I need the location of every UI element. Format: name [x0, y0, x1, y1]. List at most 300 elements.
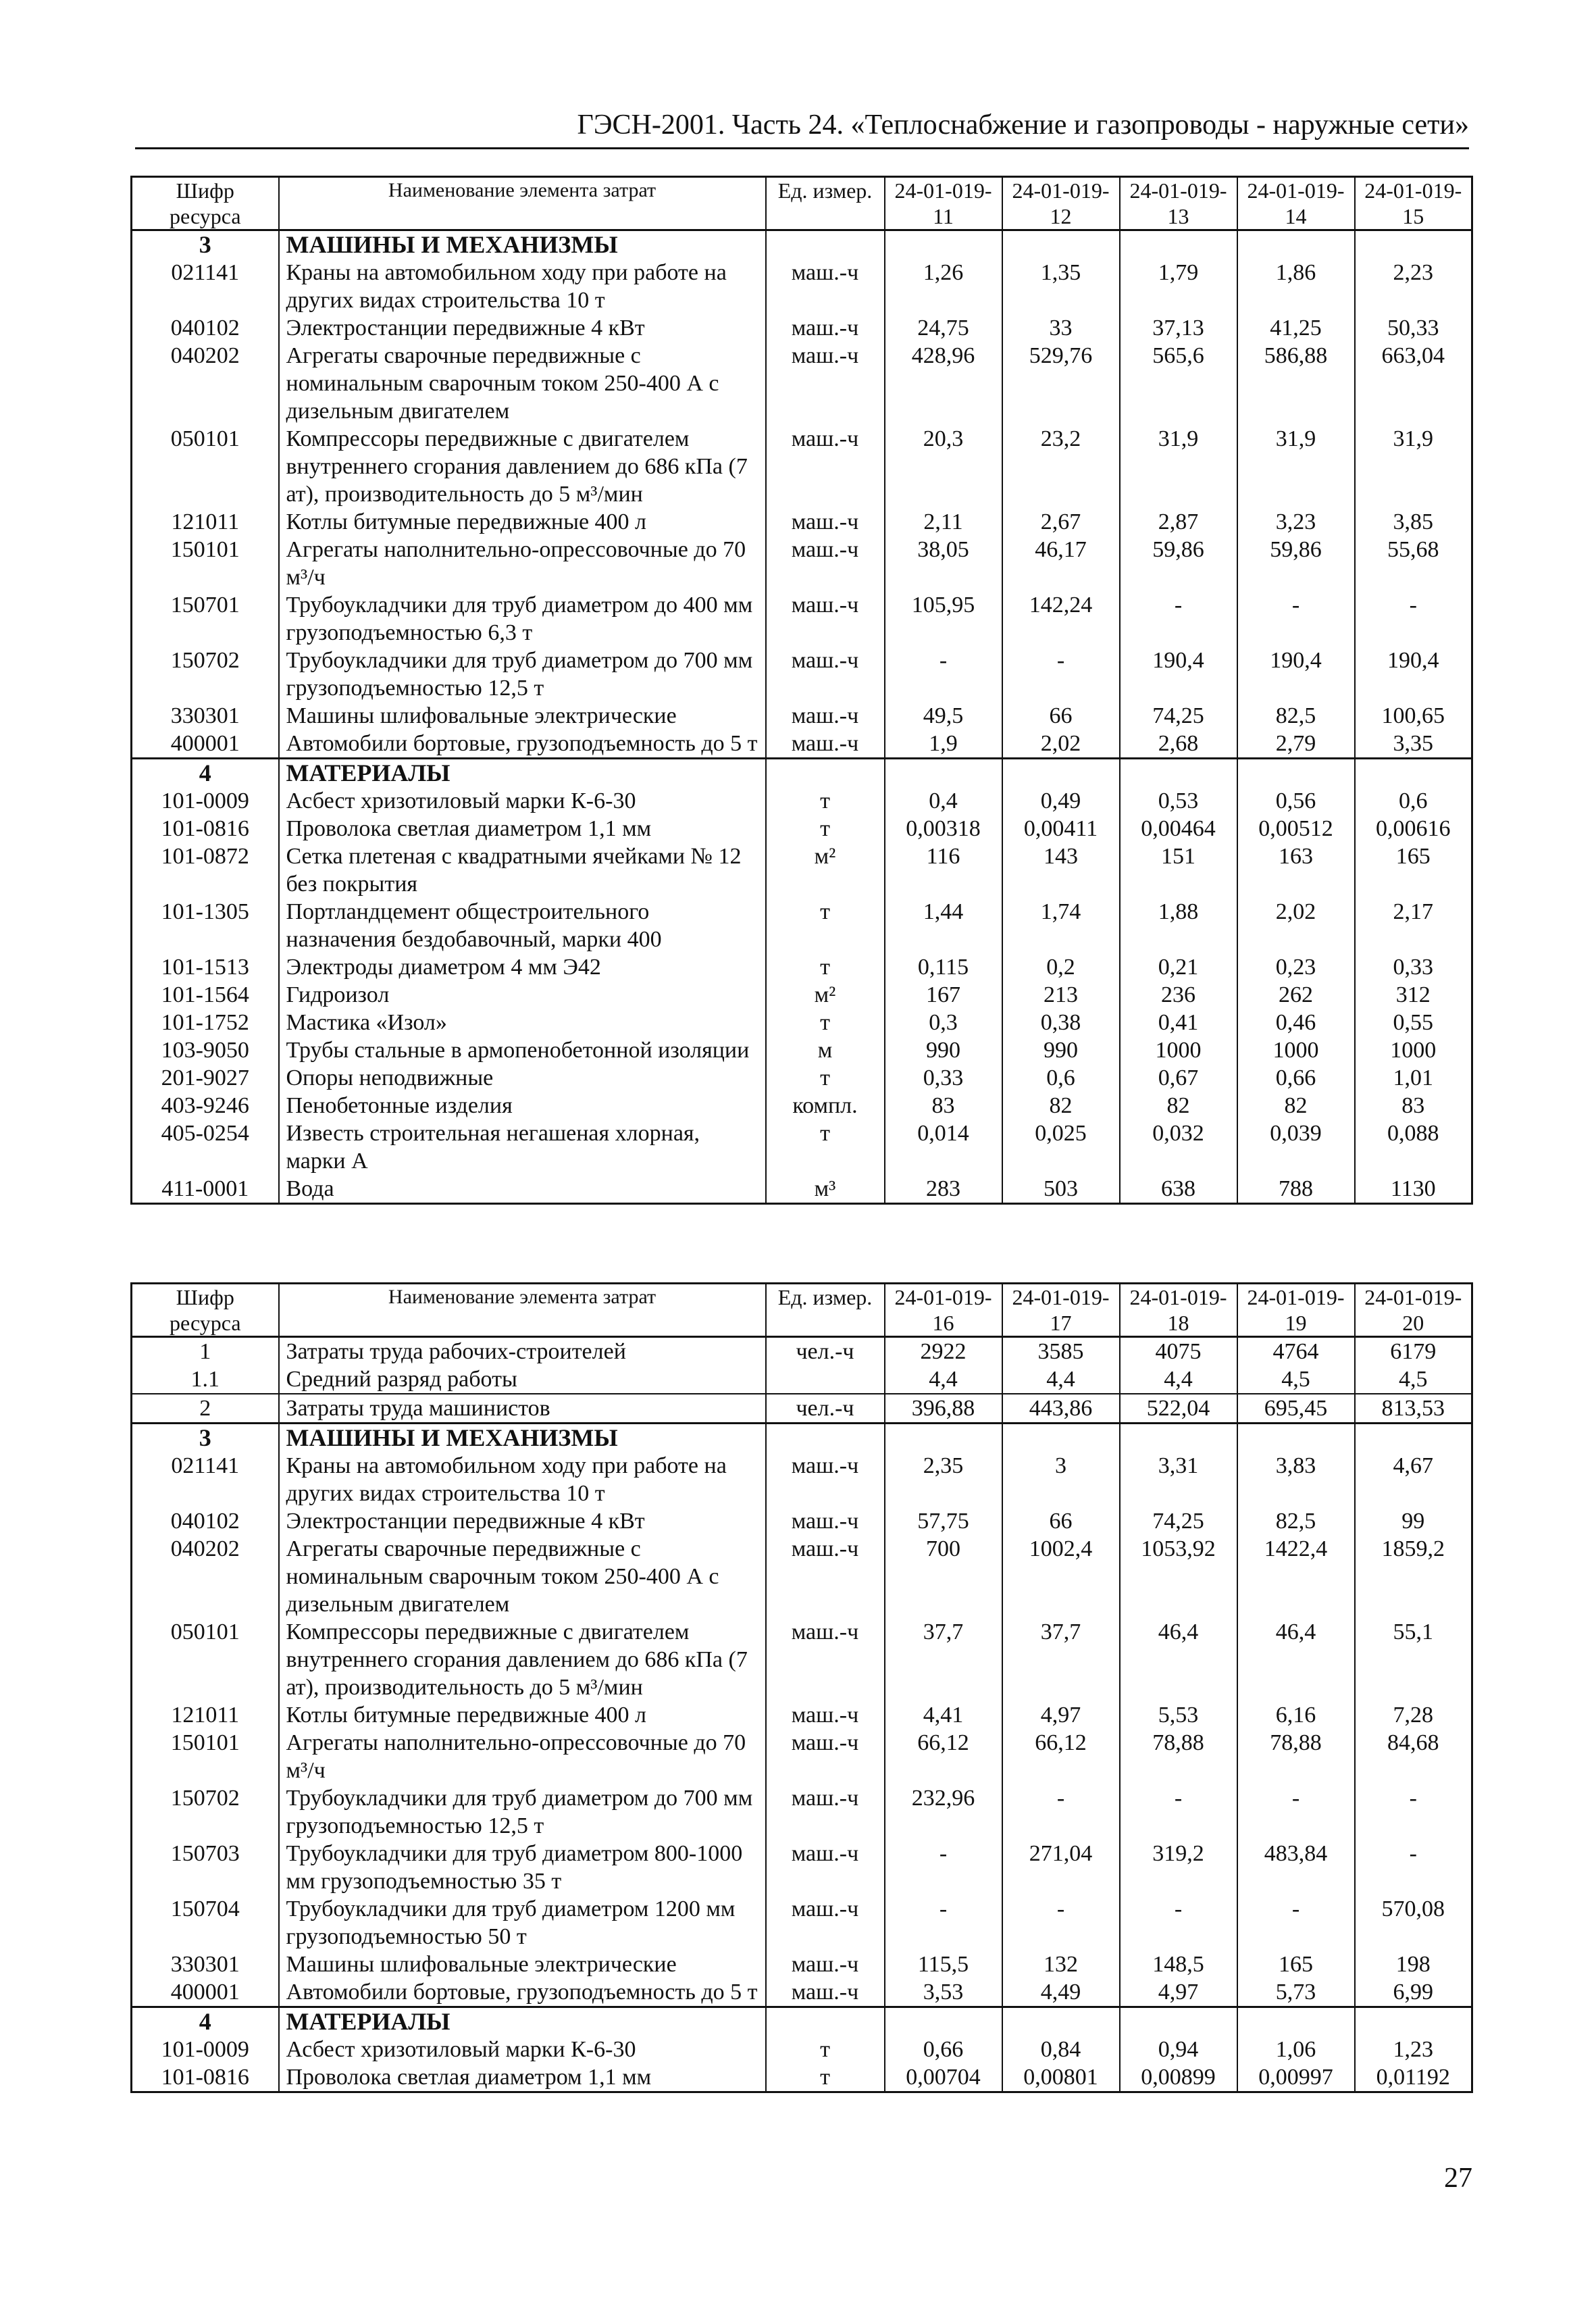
- norm-value: 82,5: [1237, 702, 1355, 730]
- norm-value: 2,23: [1355, 259, 1472, 314]
- norm-value: [1002, 759, 1120, 788]
- cost-element-name: Агрегаты наполнительно-опрессовочные до 70 м³/ч: [279, 536, 766, 591]
- norm-value: 0,53: [1120, 787, 1237, 815]
- norm-value: 4764: [1237, 1337, 1355, 1366]
- norm-value: 262: [1237, 981, 1355, 1009]
- table-row: [132, 898, 1472, 953]
- norm-value: 232,96: [885, 1784, 1002, 1840]
- norm-value: 49,5: [885, 702, 1002, 730]
- resource-code: 150101: [132, 536, 279, 591]
- cost-element-name: МАТЕРИАЛЫ: [279, 2007, 766, 2036]
- cost-element-name: Автомобили бортовые, грузоподъемность до 5 т: [279, 730, 766, 759]
- norm-value: 0,00464: [1120, 815, 1237, 842]
- resource-code: 4: [132, 2007, 279, 2036]
- resource-code: 1: [132, 1337, 279, 1366]
- norm-value: 7,28: [1355, 1701, 1472, 1729]
- table-row: [132, 1840, 1472, 1895]
- unit-of-measure: т: [766, 1009, 885, 1036]
- norm-value: [885, 2007, 1002, 2036]
- section-row: [132, 759, 1472, 788]
- norm-value: 165: [1237, 1951, 1355, 1978]
- page-header-title: ГЭСН-2001. Часть 24. «Теплоснабжение и газопроводы - наружные сети»: [577, 109, 1469, 141]
- norm-value: 4,4: [1002, 1365, 1120, 1394]
- cost-element-name: Автомобили бортовые, грузоподъемность до 5 т: [279, 1978, 766, 2007]
- table-row: [132, 1009, 1472, 1036]
- cost-element-name: Трубоукладчики для труб диаметром 800-1000 мм грузоподъемностью 35 т: [279, 1840, 766, 1895]
- norm-value: 0,33: [1355, 953, 1472, 981]
- unit-of-measure: маш.-ч: [766, 1895, 885, 1951]
- unit-of-measure: маш.-ч: [766, 647, 885, 702]
- resource-code: 330301: [132, 1951, 279, 1978]
- cost-element-name: МАТЕРИАЛЫ: [279, 759, 766, 788]
- column-header-norm: 24-01-019-18: [1120, 1284, 1237, 1337]
- cost-element-name: Краны на автомобильном ходу при работе на других видах строительства 10 т: [279, 259, 766, 314]
- norm-value: -: [1120, 1784, 1237, 1840]
- section-row: [132, 1424, 1472, 1453]
- norm-value: 33: [1002, 314, 1120, 342]
- norm-value: 1000: [1237, 1036, 1355, 1064]
- norm-value: [1120, 759, 1237, 788]
- resource-code: 150702: [132, 647, 279, 702]
- cost-element-name: Сетка плетеная с квадратными ячейками № 12 без покрытия: [279, 842, 766, 898]
- norm-value: 2,11: [885, 508, 1002, 536]
- unit-of-measure: [766, 230, 885, 259]
- resource-code: 101-0816: [132, 2063, 279, 2092]
- norm-value: [1237, 2007, 1355, 2036]
- norm-value: 0,6: [1002, 1064, 1120, 1092]
- unit-of-measure: маш.-ч: [766, 1507, 885, 1535]
- norm-value: 0,84: [1002, 2036, 1120, 2063]
- resource-code: 021141: [132, 1452, 279, 1507]
- norm-value: 5,53: [1120, 1701, 1237, 1729]
- norm-value: 4,67: [1355, 1452, 1472, 1507]
- resource-code: 101-0816: [132, 815, 279, 842]
- resource-code: 411-0001: [132, 1175, 279, 1204]
- table-row: [132, 1951, 1472, 1978]
- norm-value: 0,00616: [1355, 815, 1472, 842]
- norm-value: 0,115: [885, 953, 1002, 981]
- resource-code: 040102: [132, 314, 279, 342]
- norm-value: 115,5: [885, 1951, 1002, 1978]
- norm-value: 3,53: [885, 1978, 1002, 2007]
- norm-value: 428,96: [885, 342, 1002, 425]
- table-row: [132, 1036, 1472, 1064]
- norm-value: 0,088: [1355, 1120, 1472, 1175]
- norm-value: 443,86: [1002, 1394, 1120, 1424]
- table-row: [132, 314, 1472, 342]
- table-row: [132, 1092, 1472, 1120]
- unit-of-measure: компл.: [766, 1092, 885, 1120]
- norm-value: 46,4: [1237, 1618, 1355, 1701]
- norm-value: 6179: [1355, 1337, 1472, 1366]
- norm-value: 2,67: [1002, 508, 1120, 536]
- norm-value: 1,26: [885, 259, 1002, 314]
- section-row: [132, 230, 1472, 259]
- norm-value: 74,25: [1120, 702, 1237, 730]
- norm-value: 78,88: [1120, 1729, 1237, 1784]
- norm-value: -: [885, 1895, 1002, 1951]
- unit-of-measure: м²: [766, 981, 885, 1009]
- table-row: [132, 425, 1472, 508]
- resource-code: 101-1305: [132, 898, 279, 953]
- norm-value: 0,49: [1002, 787, 1120, 815]
- norm-value: 66: [1002, 1507, 1120, 1535]
- norm-value: 4,49: [1002, 1978, 1120, 2007]
- norm-value: 6,99: [1355, 1978, 1472, 2007]
- cost-element-name: Электростанции передвижные 4 кВт: [279, 1507, 766, 1535]
- norm-value: 3,83: [1237, 1452, 1355, 1507]
- unit-of-measure: маш.-ч: [766, 1840, 885, 1895]
- norm-value: 396,88: [885, 1394, 1002, 1424]
- norm-value: 4,97: [1002, 1701, 1120, 1729]
- norm-value: 50,33: [1355, 314, 1472, 342]
- norm-value: 271,04: [1002, 1840, 1120, 1895]
- cost-element-name: Трубоукладчики для труб диаметром 1200 мм грузоподъемностью 50 т: [279, 1895, 766, 1951]
- norm-value: 116: [885, 842, 1002, 898]
- resource-table-2: [130, 1282, 1473, 2093]
- norm-value: 82,5: [1237, 1507, 1355, 1535]
- norm-value: -: [885, 647, 1002, 702]
- table-row: [132, 1895, 1472, 1951]
- column-header-name: Наименование элемента затрат: [279, 177, 766, 230]
- norm-value: 31,9: [1355, 425, 1472, 508]
- unit-of-measure: маш.-ч: [766, 1535, 885, 1618]
- norm-value: 0,00801: [1002, 2063, 1120, 2092]
- cost-element-name: Трубоукладчики для труб диаметром до 700 мм грузоподъемностью 12,5 т: [279, 1784, 766, 1840]
- cost-element-name: Портландцемент общестроительного назначения бездобавочный, марки 400: [279, 898, 766, 953]
- norm-value: 0,4: [885, 787, 1002, 815]
- header-rule: [135, 147, 1469, 149]
- table-header-row: [132, 177, 1472, 230]
- unit-of-measure: маш.-ч: [766, 536, 885, 591]
- norm-value: 2,79: [1237, 730, 1355, 759]
- table-row: [132, 536, 1472, 591]
- norm-value: 37,13: [1120, 314, 1237, 342]
- table-row: [132, 1365, 1472, 1394]
- norm-value: 522,04: [1120, 1394, 1237, 1424]
- norm-value: -: [1355, 1840, 1472, 1895]
- table-row: [132, 1507, 1472, 1535]
- cost-element-name: Агрегаты сварочные передвижные с номинальным сварочным током 250-400 А с дизельным двигателем: [279, 1535, 766, 1618]
- norm-value: 312: [1355, 981, 1472, 1009]
- cost-element-name: Гидроизол: [279, 981, 766, 1009]
- table-row: [132, 787, 1472, 815]
- table-row: [132, 1175, 1472, 1204]
- norm-value: 0,6: [1355, 787, 1472, 815]
- unit-of-measure: маш.-ч: [766, 1784, 885, 1840]
- norm-value: [1002, 1424, 1120, 1453]
- norm-value: 0,014: [885, 1120, 1002, 1175]
- norm-value: 1000: [1355, 1036, 1472, 1064]
- unit-of-measure: [766, 759, 885, 788]
- norm-value: 0,23: [1237, 953, 1355, 981]
- table-row: [132, 1120, 1472, 1175]
- norm-value: 0,66: [1237, 1064, 1355, 1092]
- norm-value: 990: [1002, 1036, 1120, 1064]
- resource-code: 405-0254: [132, 1120, 279, 1175]
- norm-value: 1,86: [1237, 259, 1355, 314]
- norm-value: 483,84: [1237, 1840, 1355, 1895]
- norm-value: 663,04: [1355, 342, 1472, 425]
- norm-value: 59,86: [1120, 536, 1237, 591]
- norm-value: 1,9: [885, 730, 1002, 759]
- norm-value: 55,68: [1355, 536, 1472, 591]
- norm-value: 788: [1237, 1175, 1355, 1204]
- norm-value: [885, 230, 1002, 259]
- norm-value: 83: [885, 1092, 1002, 1120]
- norm-value: 0,00997: [1237, 2063, 1355, 2092]
- norm-value: 55,1: [1355, 1618, 1472, 1701]
- norm-value: 0,41: [1120, 1009, 1237, 1036]
- norm-value: 24,75: [885, 314, 1002, 342]
- unit-of-measure: м²: [766, 842, 885, 898]
- table-row: [132, 1337, 1472, 1366]
- norm-value: 0,66: [885, 2036, 1002, 2063]
- table-row: [132, 1701, 1472, 1729]
- norm-value: -: [1237, 1784, 1355, 1840]
- norm-value: 0,00411: [1002, 815, 1120, 842]
- norm-value: 167: [885, 981, 1002, 1009]
- cost-element-name: Краны на автомобильном ходу при работе на других видах строительства 10 т: [279, 1452, 766, 1507]
- resource-code: 3: [132, 1424, 279, 1453]
- norm-value: [1120, 230, 1237, 259]
- cost-element-name: Агрегаты наполнительно-опрессовочные до 70 м³/ч: [279, 1729, 766, 1784]
- norm-value: -: [1002, 647, 1120, 702]
- cost-element-name: Средний разряд работы: [279, 1365, 766, 1394]
- norm-value: 84,68: [1355, 1729, 1472, 1784]
- norm-value: 586,88: [1237, 342, 1355, 425]
- norm-value: 0,55: [1355, 1009, 1472, 1036]
- norm-value: 82: [1237, 1092, 1355, 1120]
- norm-value: 236: [1120, 981, 1237, 1009]
- unit-of-measure: маш.-ч: [766, 1951, 885, 1978]
- norm-value: 148,5: [1120, 1951, 1237, 1978]
- norm-value: -: [885, 1840, 1002, 1895]
- table-row: [132, 981, 1472, 1009]
- norm-value: 59,86: [1237, 536, 1355, 591]
- norm-value: 38,05: [885, 536, 1002, 591]
- norm-value: 0,00512: [1237, 815, 1355, 842]
- resource-code: 040202: [132, 1535, 279, 1618]
- norm-value: 0,21: [1120, 953, 1237, 981]
- cost-element-name: Трубоукладчики для труб диаметром до 700 мм грузоподъемностью 12,5 т: [279, 647, 766, 702]
- norm-value: 1130: [1355, 1175, 1472, 1204]
- column-header-code: Шифр ресурса: [132, 177, 279, 230]
- norm-value: 99: [1355, 1507, 1472, 1535]
- resource-code: 101-0009: [132, 2036, 279, 2063]
- table-row: [132, 2036, 1472, 2063]
- cost-element-name: МАШИНЫ И МЕХАНИЗМЫ: [279, 230, 766, 259]
- resource-code: 150704: [132, 1895, 279, 1951]
- column-header-norm: 24-01-019-13: [1120, 177, 1237, 230]
- norm-value: 66,12: [885, 1729, 1002, 1784]
- cost-element-name: Котлы битумные передвижные 400 л: [279, 1701, 766, 1729]
- norm-value: 4075: [1120, 1337, 1237, 1366]
- norm-value: 37,7: [885, 1618, 1002, 1701]
- unit-of-measure: маш.-ч: [766, 259, 885, 314]
- resource-code: 3: [132, 230, 279, 259]
- norm-value: [885, 1424, 1002, 1453]
- norm-value: 198: [1355, 1951, 1472, 1978]
- norm-value: 1,01: [1355, 1064, 1472, 1092]
- norm-value: [1237, 759, 1355, 788]
- norm-value: 0,56: [1237, 787, 1355, 815]
- norm-value: 0,3: [885, 1009, 1002, 1036]
- resource-code: 400001: [132, 1978, 279, 2007]
- cost-element-name: Агрегаты сварочные передвижные с номинальным сварочным током 250-400 А с дизельным двигателем: [279, 342, 766, 425]
- norm-value: 2,17: [1355, 898, 1472, 953]
- cost-element-name: МАШИНЫ И МЕХАНИЗМЫ: [279, 1424, 766, 1453]
- norm-value: 4,97: [1120, 1978, 1237, 2007]
- norm-value: 78,88: [1237, 1729, 1355, 1784]
- resource-code: 040202: [132, 342, 279, 425]
- resource-code: 050101: [132, 1618, 279, 1701]
- page-number: 27: [1444, 2163, 1472, 2194]
- norm-value: 1859,2: [1355, 1535, 1472, 1618]
- table-row: [132, 730, 1472, 759]
- table-row: [132, 259, 1472, 314]
- cost-element-name: Трубоукладчики для труб диаметром до 400 мм грузоподъемностью 6,3 т: [279, 591, 766, 647]
- unit-of-measure: чел.-ч: [766, 1337, 885, 1366]
- unit-of-measure: т: [766, 2063, 885, 2092]
- norm-value: 4,4: [1120, 1365, 1237, 1394]
- unit-of-measure: т: [766, 953, 885, 981]
- norm-value: -: [1120, 1895, 1237, 1951]
- table-row: [132, 1784, 1472, 1840]
- norm-value: 2922: [885, 1337, 1002, 1366]
- norm-value: 142,24: [1002, 591, 1120, 647]
- norm-value: 4,5: [1355, 1365, 1472, 1394]
- cost-element-name: Машины шлифовальные электрические: [279, 702, 766, 730]
- unit-of-measure: маш.-ч: [766, 1618, 885, 1701]
- norm-value: 66: [1002, 702, 1120, 730]
- norm-value: [1002, 230, 1120, 259]
- column-header-name: Наименование элемента затрат: [279, 1284, 766, 1337]
- column-header-norm: 24-01-019-14: [1237, 177, 1355, 230]
- cost-element-name: Проволока светлая диаметром 1,1 мм: [279, 2063, 766, 2092]
- norm-value: [1355, 230, 1472, 259]
- unit-of-measure: маш.-ч: [766, 425, 885, 508]
- norm-value: [1355, 2007, 1472, 2036]
- resource-code: 103-9050: [132, 1036, 279, 1064]
- unit-of-measure: т: [766, 2036, 885, 2063]
- column-header-code: Шифр ресурса: [132, 1284, 279, 1337]
- norm-value: [1237, 230, 1355, 259]
- norm-value: 0,67: [1120, 1064, 1237, 1092]
- column-header-norm: 24-01-019-17: [1002, 1284, 1120, 1337]
- norm-value: 2,02: [1237, 898, 1355, 953]
- norm-value: 143: [1002, 842, 1120, 898]
- resource-code: 403-9246: [132, 1092, 279, 1120]
- resource-code: 121011: [132, 508, 279, 536]
- norm-value: 0,039: [1237, 1120, 1355, 1175]
- norm-value: 2,02: [1002, 730, 1120, 759]
- unit-of-measure: маш.-ч: [766, 342, 885, 425]
- resource-code: 101-0009: [132, 787, 279, 815]
- norm-value: 23,2: [1002, 425, 1120, 508]
- norm-value: 3,85: [1355, 508, 1472, 536]
- unit-of-measure: маш.-ч: [766, 1452, 885, 1507]
- column-header-norm: 24-01-019-11: [885, 177, 1002, 230]
- cost-element-name: Пенобетонные изделия: [279, 1092, 766, 1120]
- norm-value: 20,3: [885, 425, 1002, 508]
- norm-value: -: [1355, 591, 1472, 647]
- resource-code: 101-1752: [132, 1009, 279, 1036]
- norm-value: 31,9: [1237, 425, 1355, 508]
- cost-element-name: Компрессоры передвижные с двигателем внутреннего сгорания давлением до 686 кПа (7 ат), производительность до 5 м³/мин: [279, 1618, 766, 1701]
- norm-value: -: [1355, 1784, 1472, 1840]
- norm-value: 2,35: [885, 1452, 1002, 1507]
- norm-value: 1002,4: [1002, 1535, 1120, 1618]
- norm-value: 3,23: [1237, 508, 1355, 536]
- column-header-norm: 24-01-019-12: [1002, 177, 1120, 230]
- table-row: [132, 1978, 1472, 2007]
- resource-code: 201-9027: [132, 1064, 279, 1092]
- cost-element-name: Известь строительная негашеная хлорная, марки А: [279, 1120, 766, 1175]
- unit-of-measure: маш.-ч: [766, 1978, 885, 2007]
- norm-value: [1120, 2007, 1237, 2036]
- unit-of-measure: м: [766, 1036, 885, 1064]
- table-row: [132, 1394, 1472, 1424]
- table-row: [132, 647, 1472, 702]
- norm-value: 0,00899: [1120, 2063, 1237, 2092]
- norm-value: -: [1120, 591, 1237, 647]
- norm-value: 283: [885, 1175, 1002, 1204]
- norm-value: 0,032: [1120, 1120, 1237, 1175]
- cost-element-name: Электростанции передвижные 4 кВт: [279, 314, 766, 342]
- table-row: [132, 342, 1472, 425]
- unit-of-measure: маш.-ч: [766, 1701, 885, 1729]
- norm-value: 1053,92: [1120, 1535, 1237, 1618]
- norm-value: -: [1237, 1895, 1355, 1951]
- cost-element-name: Электроды диаметром 4 мм Э42: [279, 953, 766, 981]
- norm-value: 319,2: [1120, 1840, 1237, 1895]
- norm-value: 1,35: [1002, 259, 1120, 314]
- column-header-norm: 24-01-019-20: [1355, 1284, 1472, 1337]
- norm-value: 46,17: [1002, 536, 1120, 591]
- norm-value: 4,41: [885, 1701, 1002, 1729]
- norm-value: 213: [1002, 981, 1120, 1009]
- cost-element-name: Затраты труда рабочих-строителей: [279, 1337, 766, 1366]
- norm-value: 100,65: [1355, 702, 1472, 730]
- norm-value: -: [1002, 1784, 1120, 1840]
- unit-of-measure: [766, 1424, 885, 1453]
- norm-value: 151: [1120, 842, 1237, 898]
- norm-value: 31,9: [1120, 425, 1237, 508]
- resource-code: 121011: [132, 1701, 279, 1729]
- unit-of-measure: т: [766, 787, 885, 815]
- norm-value: 529,76: [1002, 342, 1120, 425]
- norm-value: 700: [885, 1535, 1002, 1618]
- norm-value: 66,12: [1002, 1729, 1120, 1784]
- norm-value: 1,06: [1237, 2036, 1355, 2063]
- norm-value: 3,31: [1120, 1452, 1237, 1507]
- table-row: [132, 1618, 1472, 1701]
- norm-value: 5,73: [1237, 1978, 1355, 2007]
- norm-value: 82: [1002, 1092, 1120, 1120]
- unit-of-measure: т: [766, 898, 885, 953]
- norm-value: [1237, 1424, 1355, 1453]
- table-row: [132, 1535, 1472, 1618]
- norm-value: 6,16: [1237, 1701, 1355, 1729]
- norm-value: 0,33: [885, 1064, 1002, 1092]
- table-row: [132, 953, 1472, 981]
- resource-code: 150101: [132, 1729, 279, 1784]
- norm-value: 695,45: [1237, 1394, 1355, 1424]
- cost-element-name: Асбест хризотиловый марки К-6-30: [279, 2036, 766, 2063]
- column-header-norm: 24-01-019-16: [885, 1284, 1002, 1337]
- column-header-unit: Ед. измер.: [766, 177, 885, 230]
